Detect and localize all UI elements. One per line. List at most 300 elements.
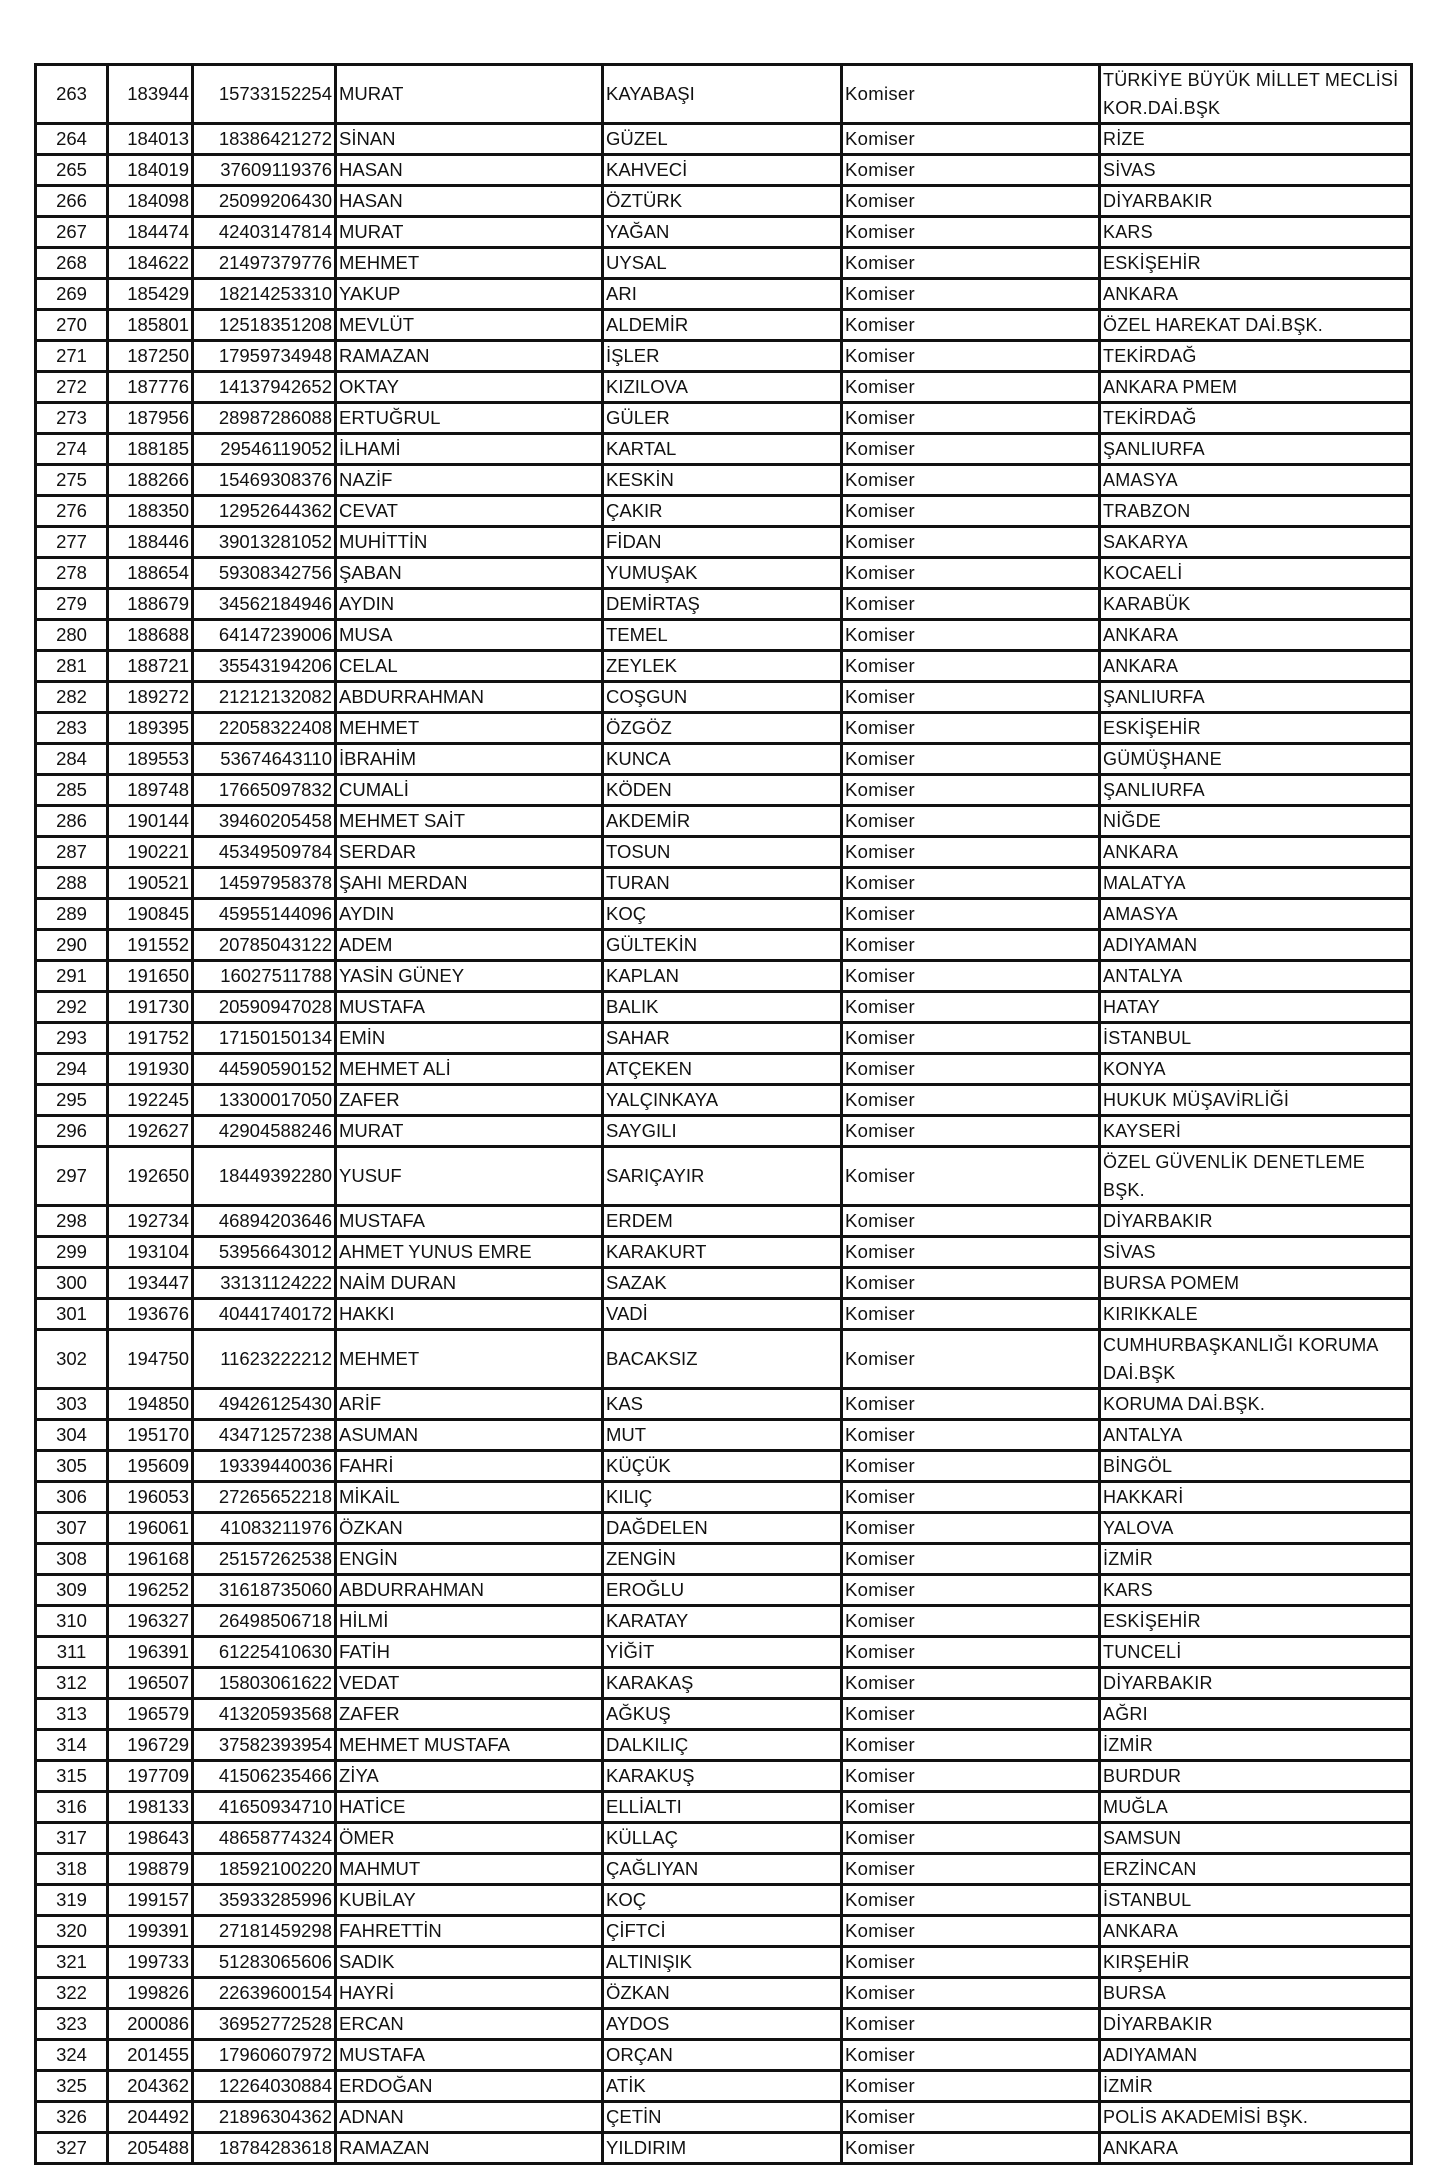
national-id-cell: 37582393954 <box>193 1730 336 1761</box>
record-id-cell: 196579 <box>108 1699 193 1730</box>
table-row <box>36 2009 1412 2040</box>
rank-cell: Komiser <box>842 1854 1100 1885</box>
unit-cell: İZMİR <box>1100 1730 1412 1761</box>
rank-cell: Komiser <box>842 372 1100 403</box>
unit-cell: ADIYAMAN <box>1100 2040 1412 2071</box>
row-number-cell: 312 <box>36 1668 108 1699</box>
national-id-cell: 17150150134 <box>193 1023 336 1054</box>
row-number-cell: 264 <box>36 124 108 155</box>
record-id-cell: 196729 <box>108 1730 193 1761</box>
table-row <box>36 1147 1412 1206</box>
record-id-cell: 188721 <box>108 651 193 682</box>
record-id-cell: 190221 <box>108 837 193 868</box>
unit-cell: ŞANLIURFA <box>1100 434 1412 465</box>
first-name-cell: MAHMUT <box>336 1854 603 1885</box>
record-id-cell: 196391 <box>108 1637 193 1668</box>
surname-cell: KÜLLAÇ <box>603 1823 842 1854</box>
record-id-cell: 196327 <box>108 1606 193 1637</box>
table-row <box>36 217 1412 248</box>
first-name-cell: ZİYA <box>336 1761 603 1792</box>
rank-cell: Komiser <box>842 1023 1100 1054</box>
unit-cell: NİĞDE <box>1100 806 1412 837</box>
row-number-cell: 318 <box>36 1854 108 1885</box>
unit-cell: KONYA <box>1100 1054 1412 1085</box>
first-name-cell: NAİM DURAN <box>336 1268 603 1299</box>
first-name-cell: MUHİTTİN <box>336 527 603 558</box>
rank-cell: Komiser <box>842 1206 1100 1237</box>
first-name-cell: MUSTAFA <box>336 992 603 1023</box>
row-number-cell: 314 <box>36 1730 108 1761</box>
table-row <box>36 806 1412 837</box>
record-id-cell: 191752 <box>108 1023 193 1054</box>
surname-cell: ÇİFTCİ <box>603 1916 842 1947</box>
row-number-cell: 282 <box>36 682 108 713</box>
national-id-cell: 25157262538 <box>193 1544 336 1575</box>
rank-cell: Komiser <box>842 341 1100 372</box>
national-id-cell: 18592100220 <box>193 1854 336 1885</box>
surname-cell: KOÇ <box>603 899 842 930</box>
national-id-cell: 15803061622 <box>193 1668 336 1699</box>
national-id-cell: 17665097832 <box>193 775 336 806</box>
unit-cell: ERZİNCAN <box>1100 1854 1412 1885</box>
record-id-cell: 198643 <box>108 1823 193 1854</box>
first-name-cell: MURAT <box>336 65 603 124</box>
unit-cell: DİYARBAKIR <box>1100 1668 1412 1699</box>
surname-cell: KAYABAŞI <box>603 65 842 124</box>
national-id-cell: 35933285996 <box>193 1885 336 1916</box>
row-number-cell: 303 <box>36 1389 108 1420</box>
table-row <box>36 1761 1412 1792</box>
row-number-cell: 325 <box>36 2071 108 2102</box>
table-row <box>36 1575 1412 1606</box>
personnel-table <box>34 63 1413 2165</box>
first-name-cell: OKTAY <box>336 372 603 403</box>
national-id-cell: 39460205458 <box>193 806 336 837</box>
row-number-cell: 320 <box>36 1916 108 1947</box>
surname-cell: ERDEM <box>603 1206 842 1237</box>
first-name-cell: YASİN GÜNEY <box>336 961 603 992</box>
national-id-cell: 20785043122 <box>193 930 336 961</box>
first-name-cell: ADNAN <box>336 2102 603 2133</box>
rank-cell: Komiser <box>842 899 1100 930</box>
table-row <box>36 2040 1412 2071</box>
unit-cell: BİNGÖL <box>1100 1451 1412 1482</box>
table-row <box>36 1978 1412 2009</box>
surname-cell: SARIÇAYIR <box>603 1147 842 1206</box>
surname-cell: KARAKAŞ <box>603 1668 842 1699</box>
unit-cell: DİYARBAKIR <box>1100 1206 1412 1237</box>
record-id-cell: 195170 <box>108 1420 193 1451</box>
rank-cell: Komiser <box>842 1299 1100 1330</box>
record-id-cell: 193104 <box>108 1237 193 1268</box>
first-name-cell: EMİN <box>336 1023 603 1054</box>
first-name-cell: ARİF <box>336 1389 603 1420</box>
surname-cell: DAĞDELEN <box>603 1513 842 1544</box>
first-name-cell: AHMET YUNUS EMRE <box>336 1237 603 1268</box>
unit-cell: ESKİŞEHİR <box>1100 713 1412 744</box>
row-number-cell: 322 <box>36 1978 108 2009</box>
record-id-cell: 193447 <box>108 1268 193 1299</box>
first-name-cell: YAKUP <box>336 279 603 310</box>
national-id-cell: 35543194206 <box>193 651 336 682</box>
national-id-cell: 31618735060 <box>193 1575 336 1606</box>
rank-cell: Komiser <box>842 2102 1100 2133</box>
unit-cell: KIRIKKALE <box>1100 1299 1412 1330</box>
record-id-cell: 204492 <box>108 2102 193 2133</box>
first-name-cell: SERDAR <box>336 837 603 868</box>
first-name-cell: KUBİLAY <box>336 1885 603 1916</box>
first-name-cell: ERDOĞAN <box>336 2071 603 2102</box>
row-number-cell: 275 <box>36 465 108 496</box>
national-id-cell: 39013281052 <box>193 527 336 558</box>
national-id-cell: 14597958378 <box>193 868 336 899</box>
surname-cell: İŞLER <box>603 341 842 372</box>
rank-cell: Komiser <box>842 1268 1100 1299</box>
table-row <box>36 682 1412 713</box>
table-row <box>36 1482 1412 1513</box>
table-row <box>36 930 1412 961</box>
table-row <box>36 1916 1412 1947</box>
record-id-cell: 205488 <box>108 2133 193 2164</box>
rank-cell: Komiser <box>842 279 1100 310</box>
surname-cell: ÇAKIR <box>603 496 842 527</box>
first-name-cell: CELAL <box>336 651 603 682</box>
row-number-cell: 300 <box>36 1268 108 1299</box>
national-id-cell: 11623222212 <box>193 1330 336 1389</box>
surname-cell: ATİK <box>603 2071 842 2102</box>
record-id-cell: 184622 <box>108 248 193 279</box>
rank-cell: Komiser <box>842 961 1100 992</box>
rank-cell: Komiser <box>842 775 1100 806</box>
row-number-cell: 313 <box>36 1699 108 1730</box>
rank-cell: Komiser <box>842 1885 1100 1916</box>
unit-cell: ESKİŞEHİR <box>1100 1606 1412 1637</box>
unit-cell: POLİS AKADEMİSİ BŞK. <box>1100 2102 1412 2133</box>
table-row <box>36 248 1412 279</box>
table-row <box>36 1885 1412 1916</box>
table-row <box>36 1330 1412 1389</box>
national-id-cell: 41083211976 <box>193 1513 336 1544</box>
surname-cell: KAPLAN <box>603 961 842 992</box>
row-number-cell: 299 <box>36 1237 108 1268</box>
row-number-cell: 291 <box>36 961 108 992</box>
rank-cell: Komiser <box>842 217 1100 248</box>
unit-cell: HUKUK MÜŞAVİRLİĞİ <box>1100 1085 1412 1116</box>
surname-cell: KÜÇÜK <box>603 1451 842 1482</box>
unit-cell: ANKARA PMEM <box>1100 372 1412 403</box>
national-id-cell: 61225410630 <box>193 1637 336 1668</box>
table-row <box>36 1637 1412 1668</box>
first-name-cell: MEHMET MUSTAFA <box>336 1730 603 1761</box>
row-number-cell: 326 <box>36 2102 108 2133</box>
row-number-cell: 321 <box>36 1947 108 1978</box>
rank-cell: Komiser <box>842 1916 1100 1947</box>
row-number-cell: 304 <box>36 1420 108 1451</box>
unit-cell: KORUMA DAİ.BŞK. <box>1100 1389 1412 1420</box>
rank-cell: Komiser <box>842 930 1100 961</box>
rank-cell: Komiser <box>842 1420 1100 1451</box>
table-row <box>36 961 1412 992</box>
surname-cell: VADİ <box>603 1299 842 1330</box>
record-id-cell: 199826 <box>108 1978 193 2009</box>
record-id-cell: 192245 <box>108 1085 193 1116</box>
national-id-cell: 14137942652 <box>193 372 336 403</box>
national-id-cell: 20590947028 <box>193 992 336 1023</box>
national-id-cell: 18386421272 <box>193 124 336 155</box>
unit-cell: ANKARA <box>1100 651 1412 682</box>
unit-cell: İZMİR <box>1100 1544 1412 1575</box>
national-id-cell: 15469308376 <box>193 465 336 496</box>
row-number-cell: 278 <box>36 558 108 589</box>
record-id-cell: 190845 <box>108 899 193 930</box>
record-id-cell: 189272 <box>108 682 193 713</box>
table-row <box>36 713 1412 744</box>
unit-cell: RİZE <box>1100 124 1412 155</box>
row-number-cell: 297 <box>36 1147 108 1206</box>
unit-cell: HAKKARİ <box>1100 1482 1412 1513</box>
table-row <box>36 403 1412 434</box>
surname-cell: ÖZGÖZ <box>603 713 842 744</box>
national-id-cell: 46894203646 <box>193 1206 336 1237</box>
row-number-cell: 307 <box>36 1513 108 1544</box>
table-row <box>36 1237 1412 1268</box>
table-row <box>36 558 1412 589</box>
record-id-cell: 191730 <box>108 992 193 1023</box>
surname-cell: ALDEMİR <box>603 310 842 341</box>
surname-cell: MUT <box>603 1420 842 1451</box>
surname-cell: ALTINIŞIK <box>603 1947 842 1978</box>
surname-cell: KARAKURT <box>603 1237 842 1268</box>
record-id-cell: 196507 <box>108 1668 193 1699</box>
unit-cell: TÜRKİYE BÜYÜK MİLLET MECLİSİ KOR.DAİ.BŞK <box>1100 65 1412 124</box>
record-id-cell: 184098 <box>108 186 193 217</box>
unit-cell: DİYARBAKIR <box>1100 2009 1412 2040</box>
national-id-cell: 26498506718 <box>193 1606 336 1637</box>
row-number-cell: 289 <box>36 899 108 930</box>
surname-cell: AĞKUŞ <box>603 1699 842 1730</box>
table-row <box>36 868 1412 899</box>
row-number-cell: 272 <box>36 372 108 403</box>
surname-cell: BALIK <box>603 992 842 1023</box>
record-id-cell: 188679 <box>108 589 193 620</box>
surname-cell: COŞGUN <box>603 682 842 713</box>
rank-cell: Komiser <box>842 713 1100 744</box>
row-number-cell: 298 <box>36 1206 108 1237</box>
unit-cell: ESKİŞEHİR <box>1100 248 1412 279</box>
surname-cell: TOSUN <box>603 837 842 868</box>
unit-cell: MALATYA <box>1100 868 1412 899</box>
surname-cell: KILIÇ <box>603 1482 842 1513</box>
row-number-cell: 295 <box>36 1085 108 1116</box>
rank-cell: Komiser <box>842 403 1100 434</box>
record-id-cell: 196061 <box>108 1513 193 1544</box>
first-name-cell: MURAT <box>336 217 603 248</box>
national-id-cell: 43471257238 <box>193 1420 336 1451</box>
rank-cell: Komiser <box>842 186 1100 217</box>
record-id-cell: 191930 <box>108 1054 193 1085</box>
rank-cell: Komiser <box>842 1116 1100 1147</box>
surname-cell: FİDAN <box>603 527 842 558</box>
surname-cell: GÜLTEKİN <box>603 930 842 961</box>
first-name-cell: ÖMER <box>336 1823 603 1854</box>
rank-cell: Komiser <box>842 1606 1100 1637</box>
row-number-cell: 263 <box>36 65 108 124</box>
first-name-cell: HATİCE <box>336 1792 603 1823</box>
first-name-cell: MUSTAFA <box>336 2040 603 2071</box>
record-id-cell: 187956 <box>108 403 193 434</box>
rank-cell: Komiser <box>842 2133 1100 2164</box>
surname-cell: ÖZTÜRK <box>603 186 842 217</box>
row-number-cell: 308 <box>36 1544 108 1575</box>
surname-cell: ZEYLEK <box>603 651 842 682</box>
row-number-cell: 269 <box>36 279 108 310</box>
row-number-cell: 319 <box>36 1885 108 1916</box>
table-row <box>36 1823 1412 1854</box>
rank-cell: Komiser <box>842 310 1100 341</box>
rank-cell: Komiser <box>842 1978 1100 2009</box>
national-id-cell: 17959734948 <box>193 341 336 372</box>
record-id-cell: 188266 <box>108 465 193 496</box>
rank-cell: Komiser <box>842 65 1100 124</box>
record-id-cell: 188688 <box>108 620 193 651</box>
record-id-cell: 194850 <box>108 1389 193 1420</box>
row-number-cell: 327 <box>36 2133 108 2164</box>
row-number-cell: 287 <box>36 837 108 868</box>
surname-cell: YAĞAN <box>603 217 842 248</box>
row-number-cell: 280 <box>36 620 108 651</box>
table-row <box>36 1792 1412 1823</box>
row-number-cell: 294 <box>36 1054 108 1085</box>
unit-cell: ANKARA <box>1100 837 1412 868</box>
unit-cell: TEKİRDAĞ <box>1100 341 1412 372</box>
unit-cell: DİYARBAKIR <box>1100 186 1412 217</box>
national-id-cell: 42403147814 <box>193 217 336 248</box>
first-name-cell: MEHMET <box>336 713 603 744</box>
unit-cell: KARS <box>1100 217 1412 248</box>
surname-cell: ÇAĞLIYAN <box>603 1854 842 1885</box>
table-row <box>36 1116 1412 1147</box>
unit-cell: İZMİR <box>1100 2071 1412 2102</box>
surname-cell: SAZAK <box>603 1268 842 1299</box>
row-number-cell: 315 <box>36 1761 108 1792</box>
national-id-cell: 22058322408 <box>193 713 336 744</box>
rank-cell: Komiser <box>842 1792 1100 1823</box>
first-name-cell: ABDURRAHMAN <box>336 682 603 713</box>
first-name-cell: CUMALİ <box>336 775 603 806</box>
row-number-cell: 279 <box>36 589 108 620</box>
table-row <box>36 341 1412 372</box>
unit-cell: SİVAS <box>1100 1237 1412 1268</box>
national-id-cell: 29546119052 <box>193 434 336 465</box>
national-id-cell: 45955144096 <box>193 899 336 930</box>
national-id-cell: 51283065606 <box>193 1947 336 1978</box>
record-id-cell: 184013 <box>108 124 193 155</box>
surname-cell: TEMEL <box>603 620 842 651</box>
surname-cell: KAS <box>603 1389 842 1420</box>
rank-cell: Komiser <box>842 527 1100 558</box>
row-number-cell: 283 <box>36 713 108 744</box>
record-id-cell: 191552 <box>108 930 193 961</box>
table-row <box>36 1085 1412 1116</box>
row-number-cell: 293 <box>36 1023 108 1054</box>
national-id-cell: 12518351208 <box>193 310 336 341</box>
national-id-cell: 45349509784 <box>193 837 336 868</box>
unit-cell: ANKARA <box>1100 2133 1412 2164</box>
first-name-cell: ŞAHI MERDAN <box>336 868 603 899</box>
table-row <box>36 589 1412 620</box>
surname-cell: KAHVECİ <box>603 155 842 186</box>
record-id-cell: 194750 <box>108 1330 193 1389</box>
rank-cell: Komiser <box>842 1575 1100 1606</box>
unit-cell: ANKARA <box>1100 620 1412 651</box>
first-name-cell: İBRAHİM <box>336 744 603 775</box>
national-id-cell: 18449392280 <box>193 1147 336 1206</box>
table-row <box>36 496 1412 527</box>
table-row <box>36 1420 1412 1451</box>
record-id-cell: 200086 <box>108 2009 193 2040</box>
first-name-cell: ZAFER <box>336 1085 603 1116</box>
rank-cell: Komiser <box>842 744 1100 775</box>
national-id-cell: 16027511788 <box>193 961 336 992</box>
table-row <box>36 1023 1412 1054</box>
record-id-cell: 197709 <box>108 1761 193 1792</box>
unit-cell: KAYSERİ <box>1100 1116 1412 1147</box>
record-id-cell: 188654 <box>108 558 193 589</box>
table-row <box>36 1513 1412 1544</box>
record-id-cell: 199391 <box>108 1916 193 1947</box>
rank-cell: Komiser <box>842 1513 1100 1544</box>
row-number-cell: 267 <box>36 217 108 248</box>
unit-cell: TRABZON <box>1100 496 1412 527</box>
first-name-cell: İLHAMİ <box>336 434 603 465</box>
unit-cell: KOCAELİ <box>1100 558 1412 589</box>
rank-cell: Komiser <box>842 434 1100 465</box>
surname-cell: KARAKUŞ <box>603 1761 842 1792</box>
first-name-cell: ENGİN <box>336 1544 603 1575</box>
record-id-cell: 190521 <box>108 868 193 899</box>
record-id-cell: 198133 <box>108 1792 193 1823</box>
record-id-cell: 184019 <box>108 155 193 186</box>
record-id-cell: 184474 <box>108 217 193 248</box>
first-name-cell: AYDIN <box>336 899 603 930</box>
unit-cell: MUĞLA <box>1100 1792 1412 1823</box>
table-row <box>36 1544 1412 1575</box>
surname-cell: KUNCA <box>603 744 842 775</box>
national-id-cell: 21896304362 <box>193 2102 336 2133</box>
record-id-cell: 196053 <box>108 1482 193 1513</box>
first-name-cell: HASAN <box>336 155 603 186</box>
table-row <box>36 65 1412 124</box>
surname-cell: ORÇAN <box>603 2040 842 2071</box>
row-number-cell: 301 <box>36 1299 108 1330</box>
record-id-cell: 196168 <box>108 1544 193 1575</box>
national-id-cell: 27181459298 <box>193 1916 336 1947</box>
unit-cell: KARABÜK <box>1100 589 1412 620</box>
first-name-cell: FAHRETTİN <box>336 1916 603 1947</box>
table-row <box>36 744 1412 775</box>
first-name-cell: VEDAT <box>336 1668 603 1699</box>
record-id-cell: 199733 <box>108 1947 193 1978</box>
first-name-cell: HASAN <box>336 186 603 217</box>
first-name-cell: YUSUF <box>336 1147 603 1206</box>
table-row <box>36 1451 1412 1482</box>
surname-cell: DEMİRTAŞ <box>603 589 842 620</box>
rank-cell: Komiser <box>842 124 1100 155</box>
unit-cell: SAKARYA <box>1100 527 1412 558</box>
rank-cell: Komiser <box>842 1761 1100 1792</box>
first-name-cell: ADEM <box>336 930 603 961</box>
first-name-cell: MUSA <box>336 620 603 651</box>
